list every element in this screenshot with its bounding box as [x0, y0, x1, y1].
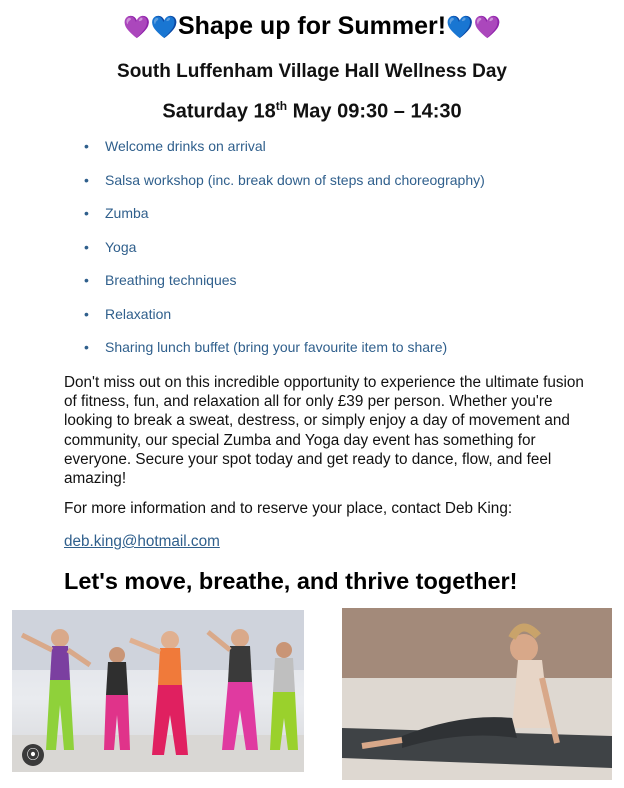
title-text: Shape up for Summer!	[177, 12, 447, 40]
zumba-photo	[12, 610, 304, 772]
date-prefix: Saturday 18	[162, 100, 276, 123]
page-title	[0, 12, 624, 41]
list-item: • Sharing lunch buffet (bring your favourite item to share)	[84, 331, 604, 365]
yoga-photo	[342, 608, 612, 780]
hearts-left: 💜💙	[123, 14, 178, 40]
event-datetime	[0, 99, 624, 124]
list-item: • Breathing techniques	[84, 264, 604, 298]
date-time: May 09:30 – 14:30	[287, 100, 462, 123]
list-item: • Salsa workshop (inc. break down of steps and choreography)	[84, 164, 604, 198]
list-item: • Zumba	[84, 197, 604, 231]
activity-list	[84, 130, 604, 365]
description-paragraph: Don't miss out on this incredible opportunity to experience the ultimate fusion of fitness, fun, and relaxation all for only £39 per person. Whether you're looking to break a sweat, destress, or simply enjoy a day of movement and community, our special Zumba and Yoga day event has something for everyone. Secure your spot today and get ready to dance, flow, and feel amazing!	[64, 374, 584, 488]
list-item: • Yoga	[84, 231, 604, 265]
list-item: • Relaxation	[84, 298, 604, 332]
event-subtitle: South Luffenham Village Hall Wellness Day	[117, 61, 507, 82]
contact-paragraph: For more information and to reserve your place, contact Deb King:	[64, 500, 513, 517]
tagline: Let's move, breathe, and thrive together!	[64, 568, 518, 594]
lens-icon[interactable]: ⦿	[22, 744, 44, 766]
yoga-illustration	[342, 608, 612, 780]
hearts-right: 💙💜	[446, 14, 501, 40]
zumba-illustration	[12, 610, 304, 772]
email-link[interactable]: deb.king@hotmail.com	[64, 533, 220, 550]
list-item: • Welcome drinks on arrival	[84, 130, 604, 164]
date-suffix: th	[275, 99, 288, 113]
